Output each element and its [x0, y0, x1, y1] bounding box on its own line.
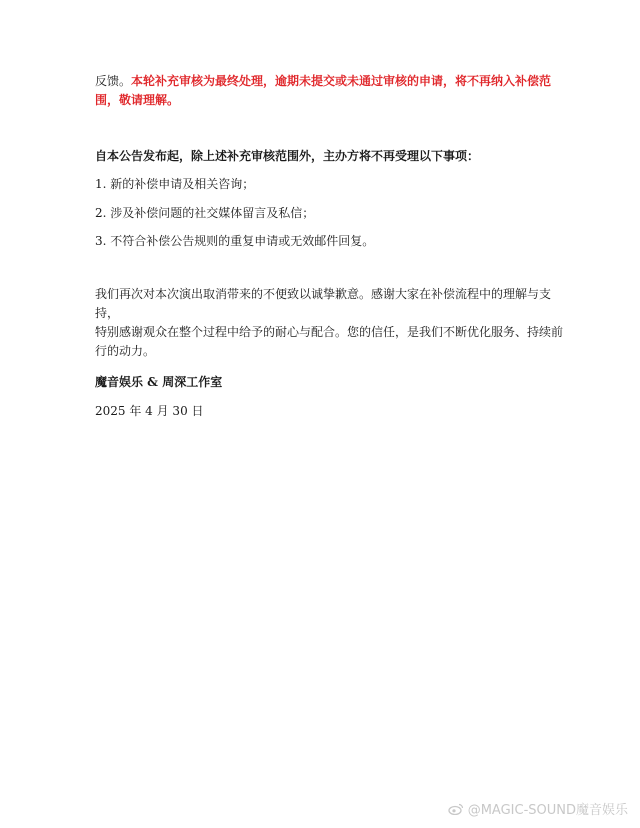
list-item: 1. 新的补偿申请及相关咨询； [95, 177, 255, 191]
list-item: 2. 涉及补偿问题的社交媒体留言及私信； [95, 206, 315, 220]
closing-line: 特别感谢观众在整个过程中给予的耐心与配合。您的信任，是我们不断优化服务、持续前 [95, 325, 564, 339]
intro-highlight-line1: 本轮补充审核为最终处理，逾期未提交或未通过审核的申请，将不再纳入补偿范 [131, 74, 552, 88]
section-heading: 自本公告发布起，除上述补充审核范围外，主办方将不再受理以下事项： [95, 149, 480, 163]
closing-line: 行的动力。 [95, 344, 156, 358]
signature: 魔音娱乐 & 周深工作室 [95, 375, 223, 389]
intro-paragraph [95, 72, 565, 110]
watermark [448, 799, 628, 818]
list-item: 3. 不符合补偿公告规则的重复申请或无效邮件回复。 [95, 234, 375, 248]
intro-prefix: 反馈。 [95, 74, 132, 88]
watermark-text: @MAGIC-SOUND魔音娱乐 [467, 803, 628, 818]
date: 2025 年 4 月 30 日 [95, 404, 204, 418]
intro-highlight-line2: 围，敬请理解。 [95, 93, 180, 107]
weibo-icon [448, 803, 464, 815]
closing-line: 我们再次对本次演出取消带来的不便致以诚挚歉意。感谢大家在补偿流程中的理解与支持， [95, 287, 552, 320]
closing-paragraph [95, 285, 565, 361]
